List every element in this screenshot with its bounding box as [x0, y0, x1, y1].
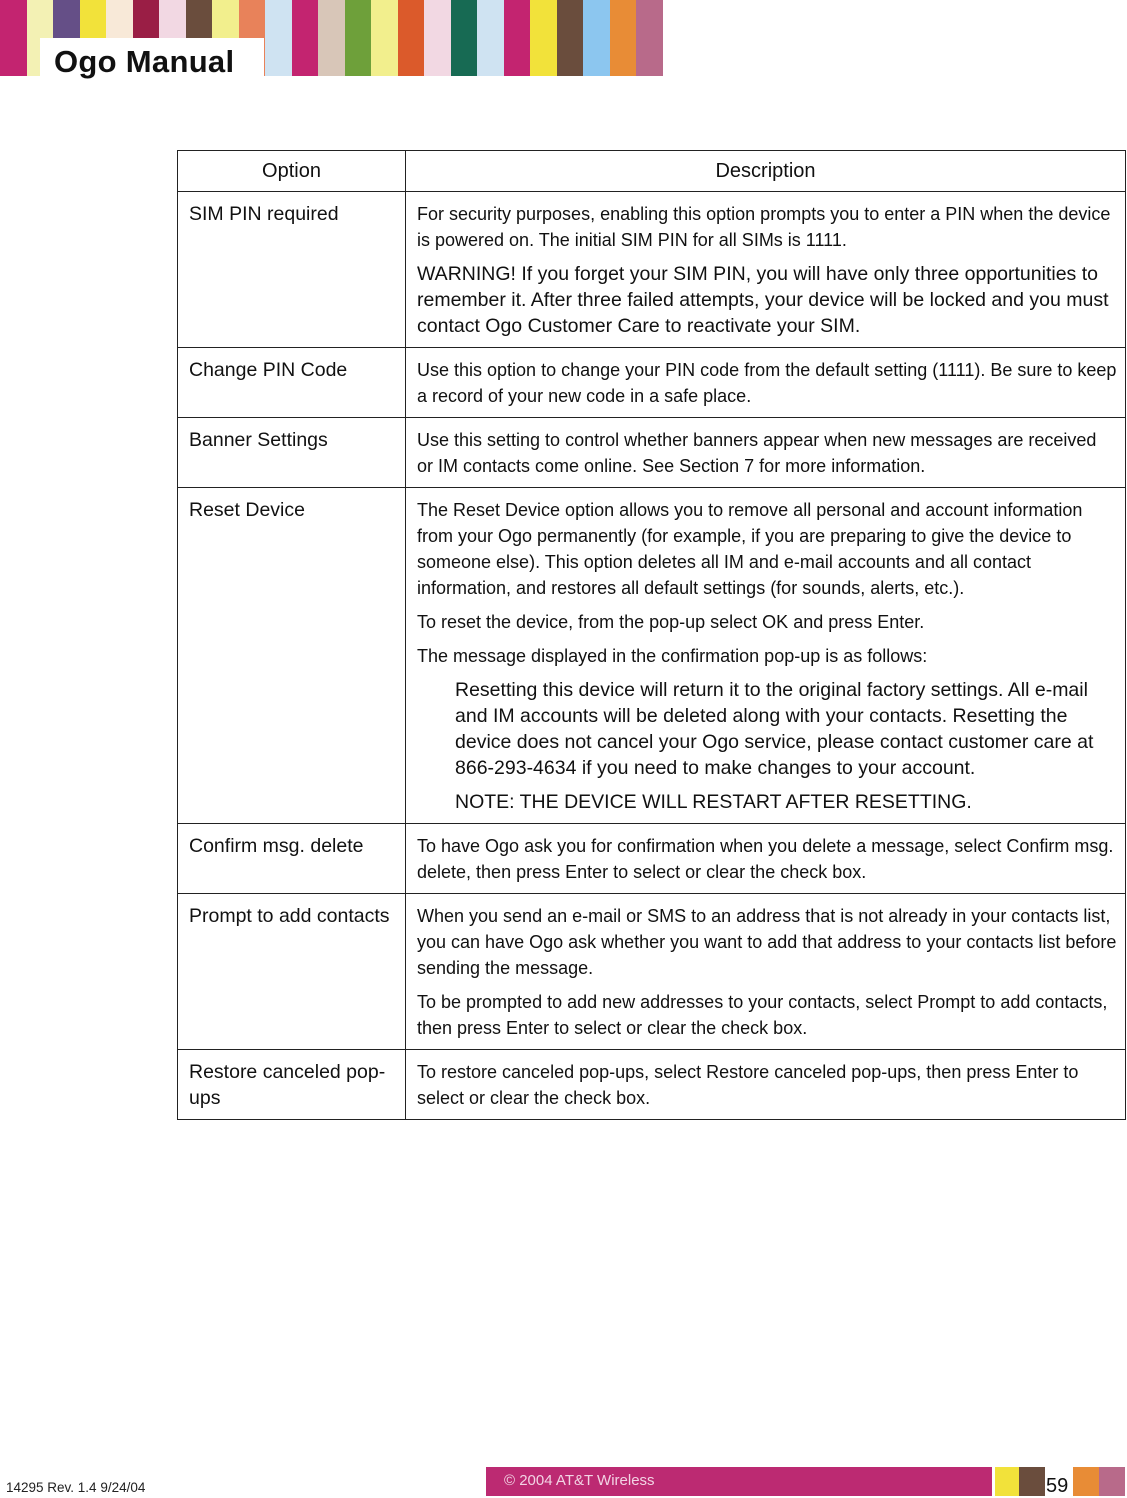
option-name: Banner Settings	[178, 418, 406, 488]
description-text: Use this setting to control whether banners appear when new messages are received or IM contacts come online. See Section 7 for more information.	[417, 430, 1097, 476]
table-row	[178, 1050, 1126, 1120]
option-name: Prompt to add contacts	[178, 894, 406, 1050]
table-row	[178, 418, 1126, 488]
column-header-description: Description	[406, 151, 1126, 192]
footer-color-square	[995, 1467, 1021, 1496]
copyright-text: © 2004 AT&T Wireless	[504, 1472, 655, 1489]
manual-title: Ogo Manual	[54, 44, 235, 79]
table-row	[178, 488, 1126, 824]
option-description	[406, 894, 1126, 1050]
option-description	[406, 418, 1126, 488]
table-row	[178, 348, 1126, 418]
table-header-row	[178, 151, 1126, 192]
warning-text: WARNING! If you forget your SIM PIN, you will have only three opportunities to remember it. After three failed attempts, your device will be locked and you must contact Ogo Customer Care to reactivate your SIM.	[417, 263, 1109, 337]
option-name: Confirm msg. delete	[178, 824, 406, 894]
restart-note: NOTE: THE DEVICE WILL RESTART AFTER RESETTING.	[455, 791, 972, 813]
description-text: To have Ogo ask you for confirmation when you delete a message, select Confirm msg. delete, then press Enter to select or clear the check box.	[417, 836, 1114, 882]
description-text: The Reset Device option allows you to remove all personal and account information from your Ogo permanently (for example, if you are preparing to give the device to someone else). This option deletes all IM and e-mail accounts and all contact information, and restores all default settings (for sounds, alerts, etc.).	[417, 500, 1083, 598]
option-description	[406, 1050, 1126, 1120]
description-text: To reset the device, from the pop-up select OK and press Enter.	[417, 612, 925, 632]
description-text: Use this option to change your PIN code from the default setting (1111). Be sure to keep a record of your new code in a safe place.	[417, 360, 1117, 406]
description-text: To restore canceled pop-ups, select Restore canceled pop-ups, then press Enter to select or clear the check box.	[417, 1062, 1079, 1108]
description-text: To be prompted to add new addresses to your contacts, select Prompt to add contacts, then press Enter to select or clear the check box.	[417, 992, 1108, 1038]
description-text: For security purposes, enabling this option prompts you to enter a PIN when the device is powered on. The initial SIM PIN for all SIMs is 1111.	[417, 204, 1111, 250]
option-name: Change PIN Code	[178, 348, 406, 418]
copyright-bar	[486, 1467, 992, 1496]
confirmation-message: Resetting this device will return it to the original factory settings. All e-mail and IM accounts will be deleted along with your contacts. Resetting the device does not cancel your Ogo service, please contact customer care at 866-293-4634 if you need to make changes to your account.	[455, 679, 1094, 779]
table-row	[178, 894, 1126, 1050]
page-number: 59	[1046, 1475, 1069, 1497]
footer-color-square	[1019, 1467, 1045, 1496]
footer-color-square	[1099, 1467, 1125, 1496]
description-text: When you send an e-mail or SMS to an address that is not already in your contacts list, you can have Ogo ask whether you want to add that address to your contacts list before sending the message.	[417, 906, 1117, 978]
description-text: The message displayed in the confirmation pop-up is as follows:	[417, 646, 928, 666]
option-name: Restore canceled pop-ups	[178, 1050, 406, 1120]
table-row	[178, 192, 1126, 348]
option-description	[406, 192, 1126, 348]
options-table	[177, 150, 1126, 1120]
footer-color-square	[1073, 1467, 1099, 1496]
option-name: SIM PIN required	[178, 192, 406, 348]
option-description	[406, 824, 1126, 894]
option-description	[406, 348, 1126, 418]
document-revision: 14295 Rev. 1.4 9/24/04	[6, 1480, 146, 1495]
option-name: Reset Device	[178, 488, 406, 824]
table-row	[178, 824, 1126, 894]
option-description	[406, 488, 1126, 824]
column-header-option: Option	[178, 151, 406, 192]
